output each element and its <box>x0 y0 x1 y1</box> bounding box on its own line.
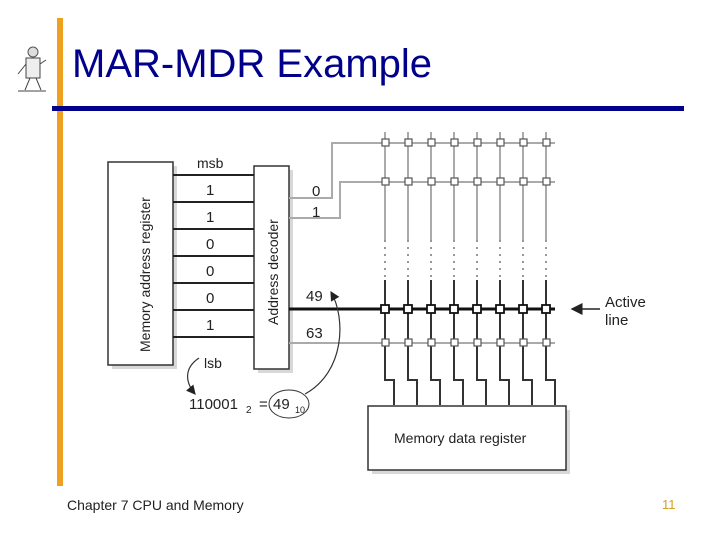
bit-4: 0 <box>206 290 215 307</box>
bit-0: 1 <box>206 182 215 199</box>
decoder-label: Address decoder <box>265 219 281 325</box>
bit-1: 1 <box>206 209 215 226</box>
bit-cells <box>173 175 254 337</box>
title-rule <box>52 106 684 111</box>
lsb-label: lsb <box>204 355 222 371</box>
logo-figure <box>18 47 46 91</box>
lsb-to-binary-arrow <box>188 358 199 394</box>
msb-label: msb <box>197 155 224 171</box>
mar-label: Memory address register <box>137 197 153 352</box>
memory-grid <box>289 132 555 405</box>
bit-5: 1 <box>206 317 215 334</box>
bit-3: 0 <box>206 263 215 280</box>
decimal-value: 49 <box>273 396 290 413</box>
equals-sign: = <box>259 396 268 413</box>
active-label: Active <box>605 294 646 311</box>
row-label-0: 0 <box>312 183 321 200</box>
binary-value: 110001 <box>189 396 238 413</box>
mdr-label: Memory data register <box>394 430 527 446</box>
binary-base: 2 <box>246 405 252 416</box>
footer-caption: Chapter 7 CPU and Memory <box>67 497 244 513</box>
row-label-1: 1 <box>312 204 321 221</box>
accent-bar <box>57 18 63 486</box>
line-label: line <box>605 312 629 329</box>
bit-2: 0 <box>206 236 215 253</box>
page-number: 11 <box>662 497 676 512</box>
row-label-49: 49 <box>306 288 323 305</box>
row-label-63: 63 <box>306 325 323 342</box>
decimal-base: 10 <box>295 405 306 415</box>
slide-title: MAR-MDR Example <box>72 42 433 86</box>
